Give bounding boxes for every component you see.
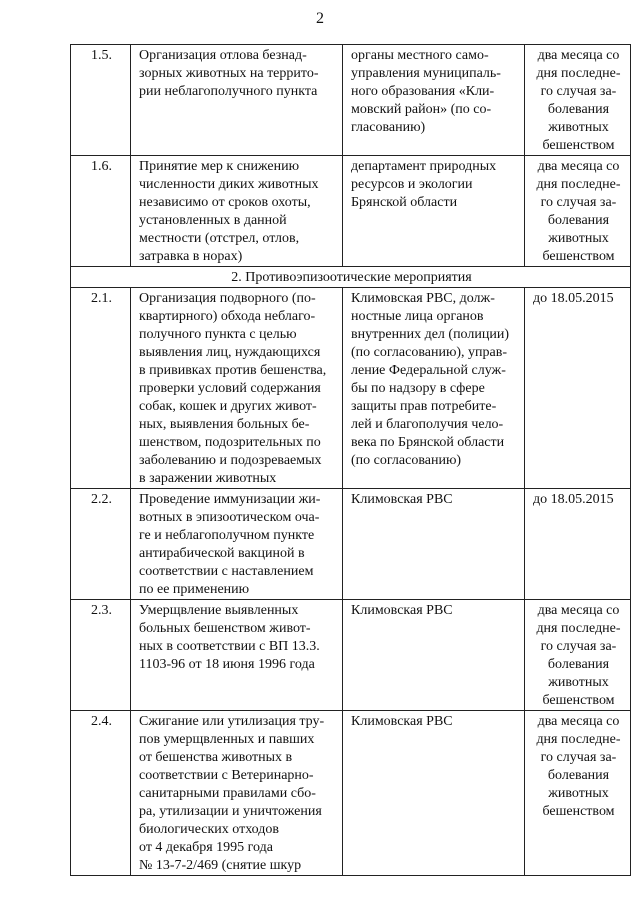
measure-text: Сжигание или утилизация тру- пов умерщвленных и павших от бешенства животных в соответствии с Ветеринарно- санитарными правилами сбо- ра, утилизации и уничтожения биологических отходов от 4 декабря 1995 года № 13-7-2/469 (снятие шкур	[131, 711, 343, 876]
section-row	[71, 267, 631, 288]
measure-text: Принятие мер к снижению численности диких животных независимо от сроков охоты, установленных в данной местности (отстрел, отлов, затравка в норах)	[131, 156, 343, 267]
table-row	[71, 288, 631, 489]
item-number: 2.2.	[71, 489, 131, 600]
measures-table	[70, 44, 631, 876]
table-row	[71, 156, 631, 267]
executor-text: Климовская РВС, долж- ностные лица органов внутренних дел (полиции) (по согласованию), управ- ление Федеральной служ- бы по надзору в сфере защиты прав потребите- лей и благополучия чело- века по Брянской области (по согласованию)	[343, 288, 525, 489]
term-text: два месяца со дня последне- го случая за- болевания животных бешенством	[525, 45, 631, 156]
term-text: до 18.05.2015	[525, 288, 631, 489]
measure-text: Организация подворного (по- квартирного) обхода неблаго- получного пункта с целью выявления лиц, нуждающихся в прививках против бешенства, проверки условий содержания собак, кошек и других живот- ных, выявления больных бе- шенством, подозрительных по заболеванию и подозреваемых в заражении животных	[131, 288, 343, 489]
page-number: 2	[316, 10, 324, 27]
executor-text: Климовская РВС	[343, 711, 525, 876]
measure-text: Организация отлова безнад- зорных животных на террито- рии неблагополучного пункта	[131, 45, 343, 156]
section-title: 2. Противоэпизоотические мероприятия	[71, 267, 631, 288]
term-text: два месяца со дня последне- го случая за- болевания животных бешенством	[525, 156, 631, 267]
term-text: два месяца со дня последне- го случая за- болевания животных бешенством	[525, 600, 631, 711]
executor-text: департамент природных ресурсов и экологии Брянской области	[343, 156, 525, 267]
executor-text: Климовская РВС	[343, 600, 525, 711]
executor-text: органы местного само- управления муниципаль- ного образования «Кли- мовский район» (по со- гласованию)	[343, 45, 525, 156]
item-number: 1.5.	[71, 45, 131, 156]
measure-text: Умерщвление выявленных больных бешенством живот- ных в соответствии с ВП 13.3. 1103-96 от 18 июня 1996 года	[131, 600, 343, 711]
table-row	[71, 711, 631, 876]
table-row	[71, 489, 631, 600]
item-number: 2.3.	[71, 600, 131, 711]
item-number: 2.4.	[71, 711, 131, 876]
item-number: 1.6.	[71, 156, 131, 267]
term-text: до 18.05.2015	[525, 489, 631, 600]
table-row	[71, 45, 631, 156]
measure-text: Проведение иммунизации жи- вотных в эпизоотическом оча- ге и неблагополучном пункте антирабической вакциной в соответствии с наставлением по ее применению	[131, 489, 343, 600]
term-text: два месяца со дня последне- го случая за- болевания животных бешенством	[525, 711, 631, 876]
item-number: 2.1.	[71, 288, 131, 489]
table-row	[71, 600, 631, 711]
executor-text: Климовская РВС	[343, 489, 525, 600]
